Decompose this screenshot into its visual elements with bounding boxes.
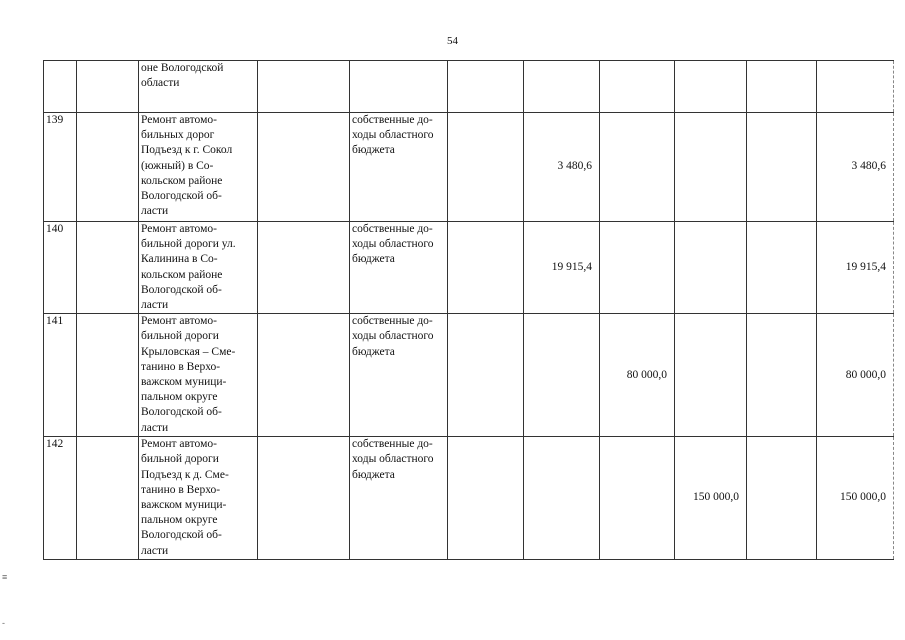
object-name-cell [139, 113, 258, 222]
object-name-cell [139, 61, 258, 113]
object-name-line: Ремонт автомо- [141, 315, 217, 328]
funding-source-cell [350, 314, 448, 437]
empty-cell [448, 61, 524, 113]
object-name-cell [139, 314, 258, 437]
funding-source-cell [350, 437, 448, 560]
amount-cell [600, 222, 675, 314]
funding-source-line: бюджета [352, 468, 395, 481]
object-name-line: пальном округе [141, 514, 218, 527]
page-number: 54 [447, 35, 458, 47]
amount-cell [747, 61, 817, 113]
amount-cell [600, 437, 675, 560]
empty-cell [448, 113, 524, 222]
object-name-line: ласти [141, 205, 169, 218]
amount-cell [600, 113, 675, 222]
object-name-line: бильной дороги ул. [141, 238, 236, 251]
amount-cell [747, 314, 817, 437]
funding-source-line: ходы областного [352, 238, 434, 251]
object-name-line: ласти [141, 299, 169, 312]
amount-cell [747, 222, 817, 314]
amount-cell [747, 437, 817, 560]
object-name-line: танино в Верхо- [141, 483, 221, 496]
amount-cell [524, 437, 600, 560]
row-number-cell: 141 [44, 314, 77, 437]
amount-cell [524, 61, 600, 113]
table-row [44, 222, 894, 314]
row-number-cell: 140 [44, 222, 77, 314]
object-name-line: кольском районе [141, 174, 223, 187]
empty-cell [258, 113, 350, 222]
object-name-line: важском муници- [141, 376, 227, 389]
funding-source-line: ходы областного [352, 453, 434, 466]
object-name-line: важском муници- [141, 499, 227, 512]
funding-source-line: собственные до- [352, 438, 433, 451]
empty-cell [448, 222, 524, 314]
object-name-line: бильных дорог [141, 129, 215, 142]
empty-cell [258, 437, 350, 560]
empty-cell [77, 314, 139, 437]
row-number-cell: 142 [44, 437, 77, 560]
object-name-cell [139, 437, 258, 560]
object-name-line: (южный) в Со- [141, 159, 214, 172]
total-amount-cell: 19 915,4 [817, 222, 894, 314]
funding-source-line: собственные до- [352, 223, 433, 235]
object-name-line: ласти [141, 544, 169, 557]
funding-source-line: собственные до- [352, 114, 433, 126]
funding-source-line: бюджета [352, 253, 395, 266]
object-name-line: кольском районе [141, 268, 223, 281]
amount-cell: 19 915,4 [524, 222, 600, 314]
empty-cell [258, 222, 350, 314]
object-name-line: Крыловская – Сме- [141, 345, 236, 358]
total-amount-cell [817, 61, 894, 113]
object-name-line: Ремонт автомо- [141, 114, 217, 126]
amount-cell: 80 000,0 [600, 314, 675, 437]
total-amount-cell: 80 000,0 [817, 314, 894, 437]
object-name-line: Ремонт автомо- [141, 438, 217, 451]
empty-cell [448, 314, 524, 437]
funding-source-line: ходы областного [352, 129, 434, 142]
amount-cell: 3 480,6 [524, 113, 600, 222]
table-row [44, 437, 894, 560]
amount-cell [675, 314, 747, 437]
row-number-cell: 139 [44, 113, 77, 222]
funding-source-line: бюджета [352, 345, 395, 358]
object-name-line: Вологодской об- [141, 529, 222, 542]
funding-source-line: собственные до- [352, 315, 433, 328]
object-name-line: танино в Верхо- [141, 360, 221, 373]
funding-source-cell [350, 61, 448, 113]
empty-cell [258, 314, 350, 437]
total-amount-cell: 150 000,0 [817, 437, 894, 560]
table-row [44, 314, 894, 437]
object-name-line: Подъезд к г. Сокол [141, 144, 233, 157]
object-name-cell [139, 222, 258, 314]
funding-source-cell [350, 222, 448, 314]
table-row [44, 61, 894, 113]
object-name-line: Вологодской об- [141, 283, 222, 296]
object-name-line: оне Вологодской [141, 62, 224, 74]
object-name-line: Вологодской об- [141, 190, 222, 203]
empty-cell [77, 222, 139, 314]
object-name-line: Подъезд к д. Сме- [141, 468, 229, 481]
amount-cell [524, 314, 600, 437]
object-name-line: бильной дороги [141, 453, 219, 466]
funding-source-line: ходы областного [352, 330, 434, 343]
margin-mark: - [2, 618, 5, 628]
object-name-line: пальном округе [141, 391, 218, 404]
object-name-line: бильной дороги [141, 330, 219, 343]
table-row [44, 113, 894, 222]
budget-table [43, 60, 894, 560]
object-name-line: Ремонт автомо- [141, 223, 217, 235]
amount-cell [675, 113, 747, 222]
object-name-line: ласти [141, 421, 169, 434]
row-number-cell [44, 61, 77, 113]
amount-cell [600, 61, 675, 113]
empty-cell [77, 113, 139, 222]
amount-cell [675, 222, 747, 314]
amount-cell [675, 61, 747, 113]
total-amount-cell: 3 480,6 [817, 113, 894, 222]
object-name-line: Калинина в Со- [141, 253, 218, 266]
amount-cell [747, 113, 817, 222]
funding-source-cell [350, 113, 448, 222]
empty-cell [77, 61, 139, 113]
object-name-line: Вологодской об- [141, 406, 222, 419]
empty-cell [448, 437, 524, 560]
empty-cell [258, 61, 350, 113]
funding-source-line: бюджета [352, 144, 395, 157]
empty-cell [77, 437, 139, 560]
amount-cell: 150 000,0 [675, 437, 747, 560]
object-name-line: области [141, 77, 180, 90]
margin-mark: ≡ [2, 572, 8, 582]
